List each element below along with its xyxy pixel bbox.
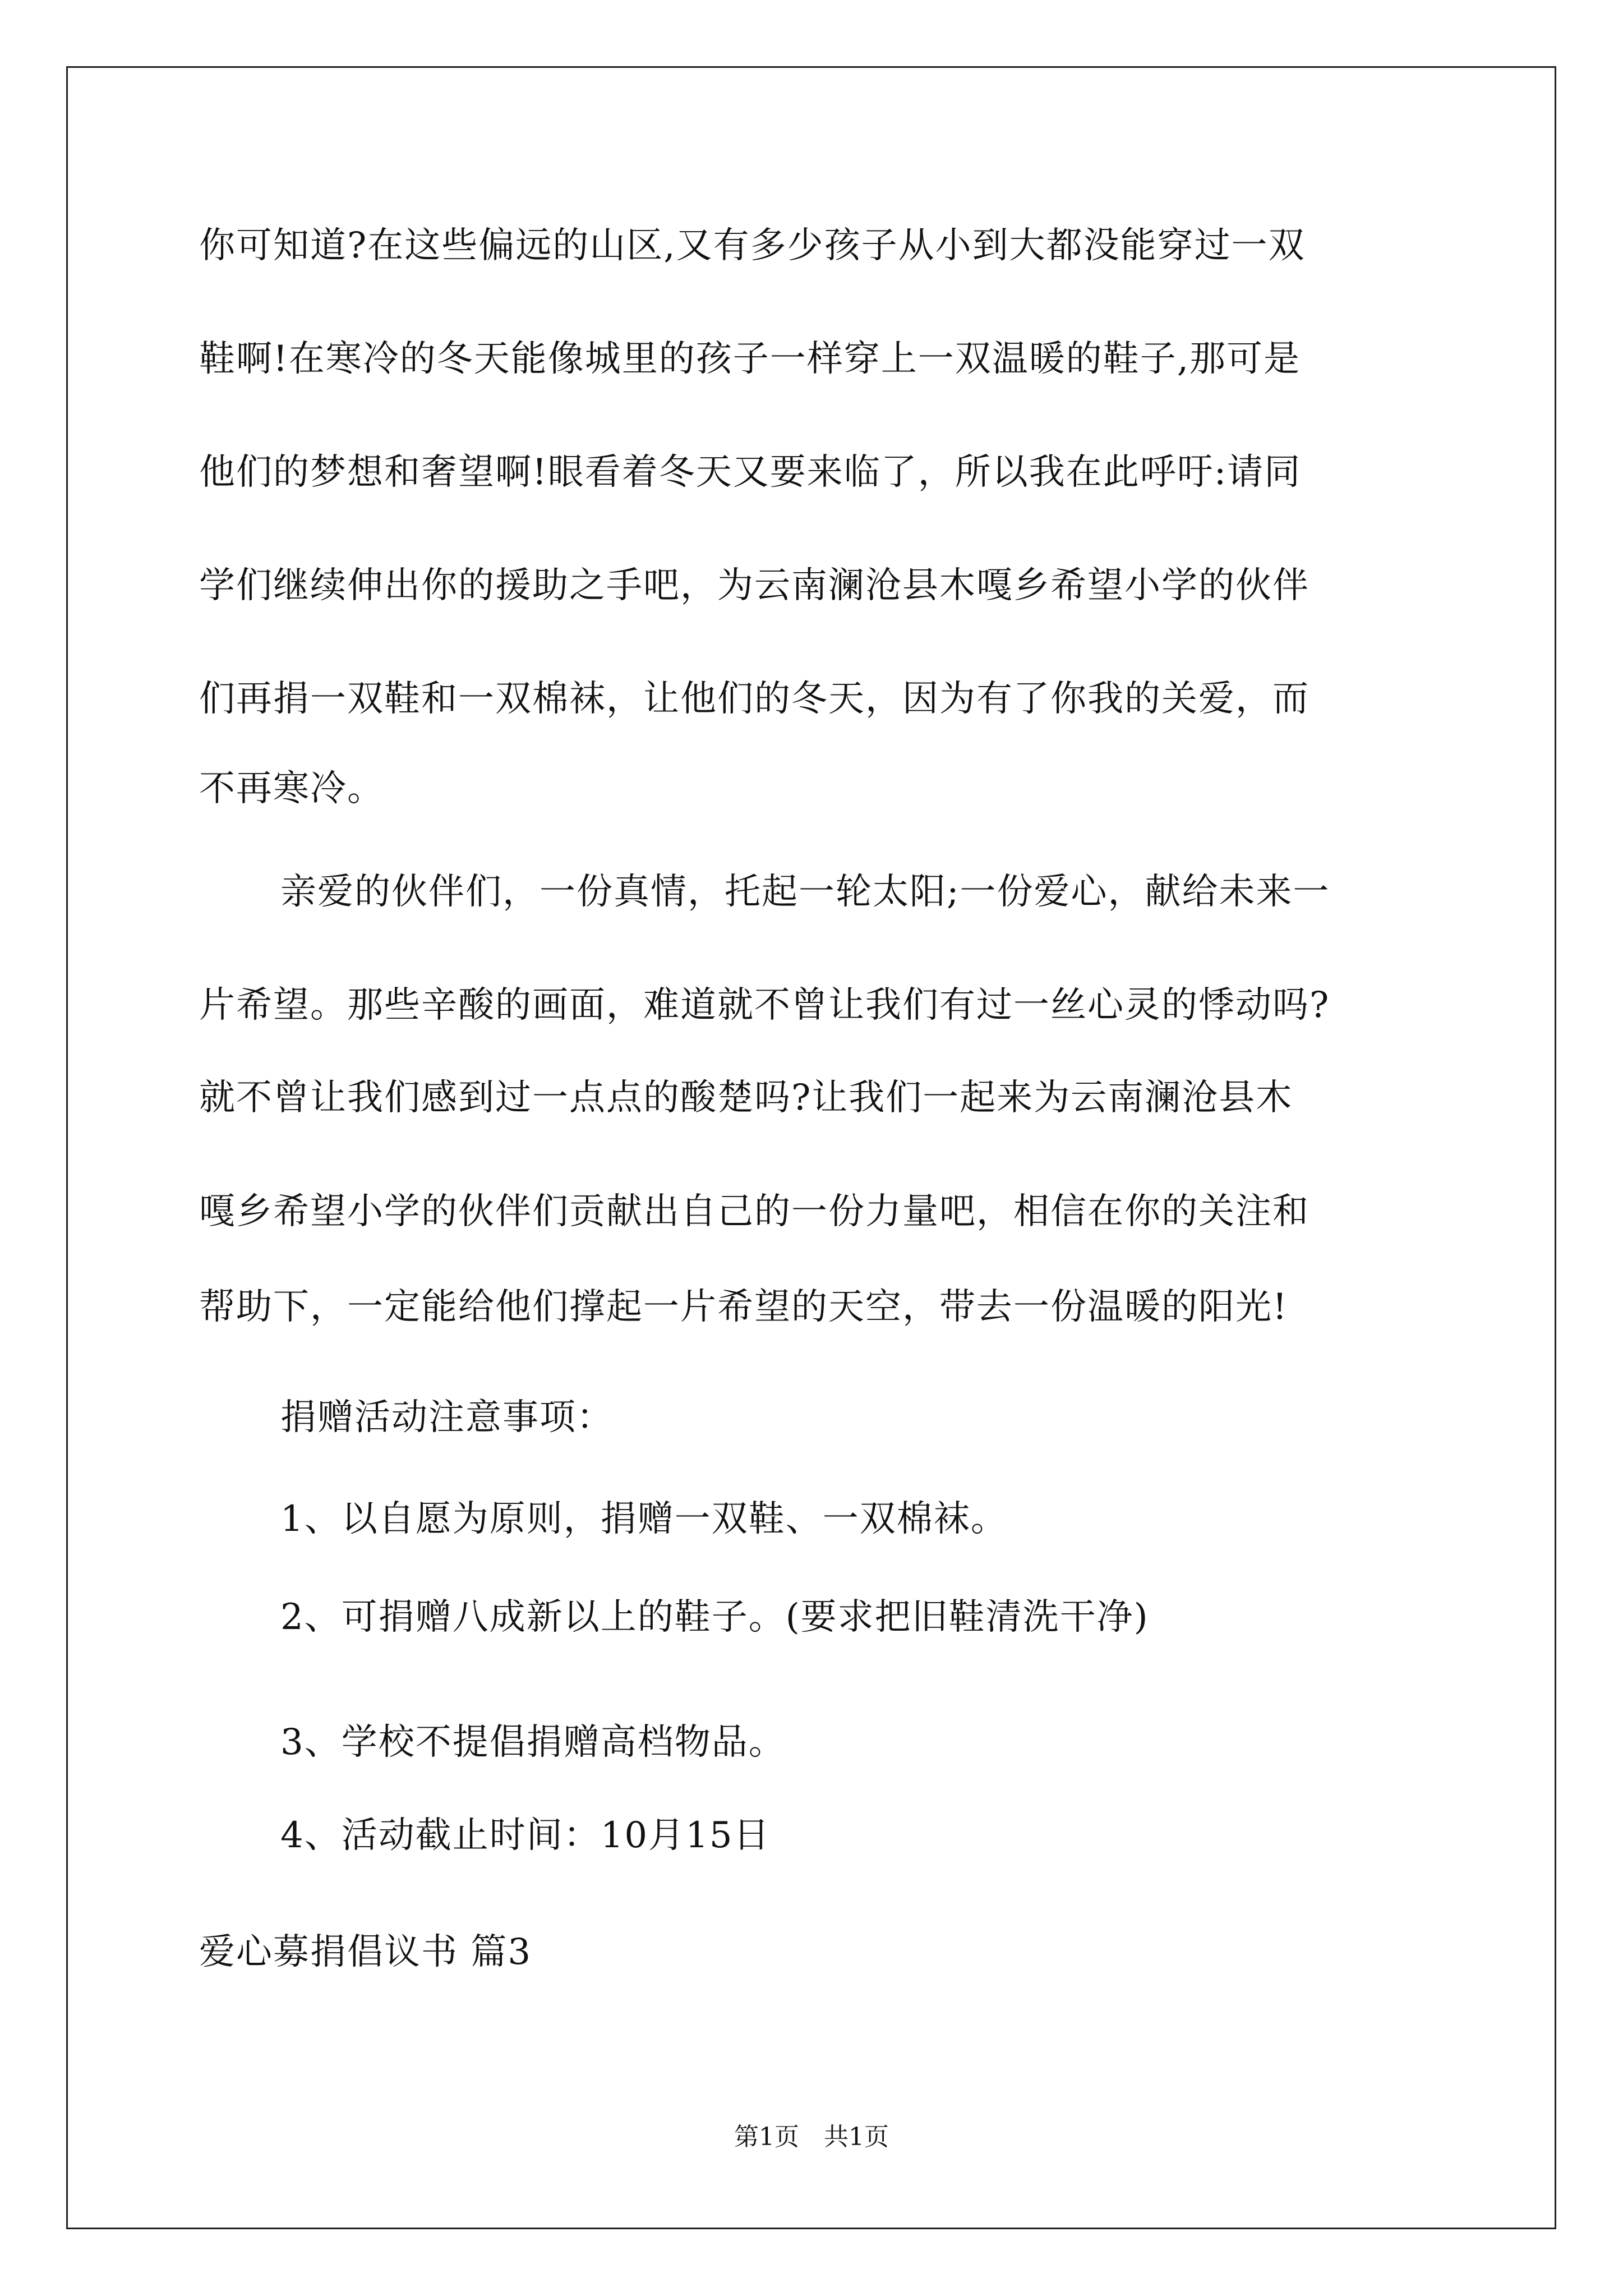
notice-item-2: 2、可捐赠八成新以上的鞋子。(要求把旧鞋清洗干净) bbox=[280, 1596, 1149, 1638]
notice-heading: 捐赠活动注意事项： bbox=[280, 1397, 614, 1438]
body-line-3: 他们的梦想和奢望啊!眼看着冬天又要来临了，所以我在此呼吁:请同 bbox=[199, 452, 1302, 493]
body-line-2: 鞋啊!在寒冷的冬天能像城里的孩子一样穿上一双温暖的鞋子,那可是 bbox=[199, 338, 1301, 380]
body-line-1: 你可知道?在这些偏远的山区,又有多少孩子从小到大都没能穿过一双 bbox=[199, 225, 1306, 266]
notice-item-1: 1、以自愿为原则，捐赠一双鞋、一双棉袜。 bbox=[280, 1498, 1008, 1540]
body-line-9: 就不曾让我们感到过一点点的酸楚吗?让我们一起来为云南澜沧县木 bbox=[199, 1077, 1293, 1119]
body-line-5: 们再捐一双鞋和一双棉袜，让他们的冬天，因为有了你我的关爱，而 bbox=[199, 678, 1310, 720]
body-line-10: 嘎乡希望小学的伙伴们贡献出自己的一份力量吧，相信在你的关注和 bbox=[199, 1191, 1310, 1232]
page-footer: 第1页 共1页 bbox=[734, 2123, 889, 2151]
body-line-11: 帮助下，一定能给他们撑起一片希望的天空，带去一份温暖的阳光! bbox=[199, 1286, 1288, 1328]
notice-item-4: 4、活动截止时间：10月15日 bbox=[280, 1815, 771, 1856]
body-line-6: 不再寒冷。 bbox=[199, 768, 384, 809]
body-line-4: 学们继续伸出你的援助之手吧，为云南澜沧县木嘎乡希望小学的伙伴 bbox=[199, 565, 1310, 606]
page-border bbox=[66, 66, 1556, 2229]
body-line-7: 亲爱的伙伴们，一份真情，托起一轮太阳;一份爱心，献给未来一 bbox=[280, 871, 1330, 913]
notice-item-3: 3、学校不提倡捐赠高档物品。 bbox=[280, 1722, 786, 1763]
section-heading: 爱心募捐倡议书 篇3 bbox=[199, 1931, 532, 1973]
body-line-8: 片希望。那些辛酸的画面，难道就不曾让我们有过一丝心灵的悸动吗? bbox=[199, 984, 1330, 1026]
